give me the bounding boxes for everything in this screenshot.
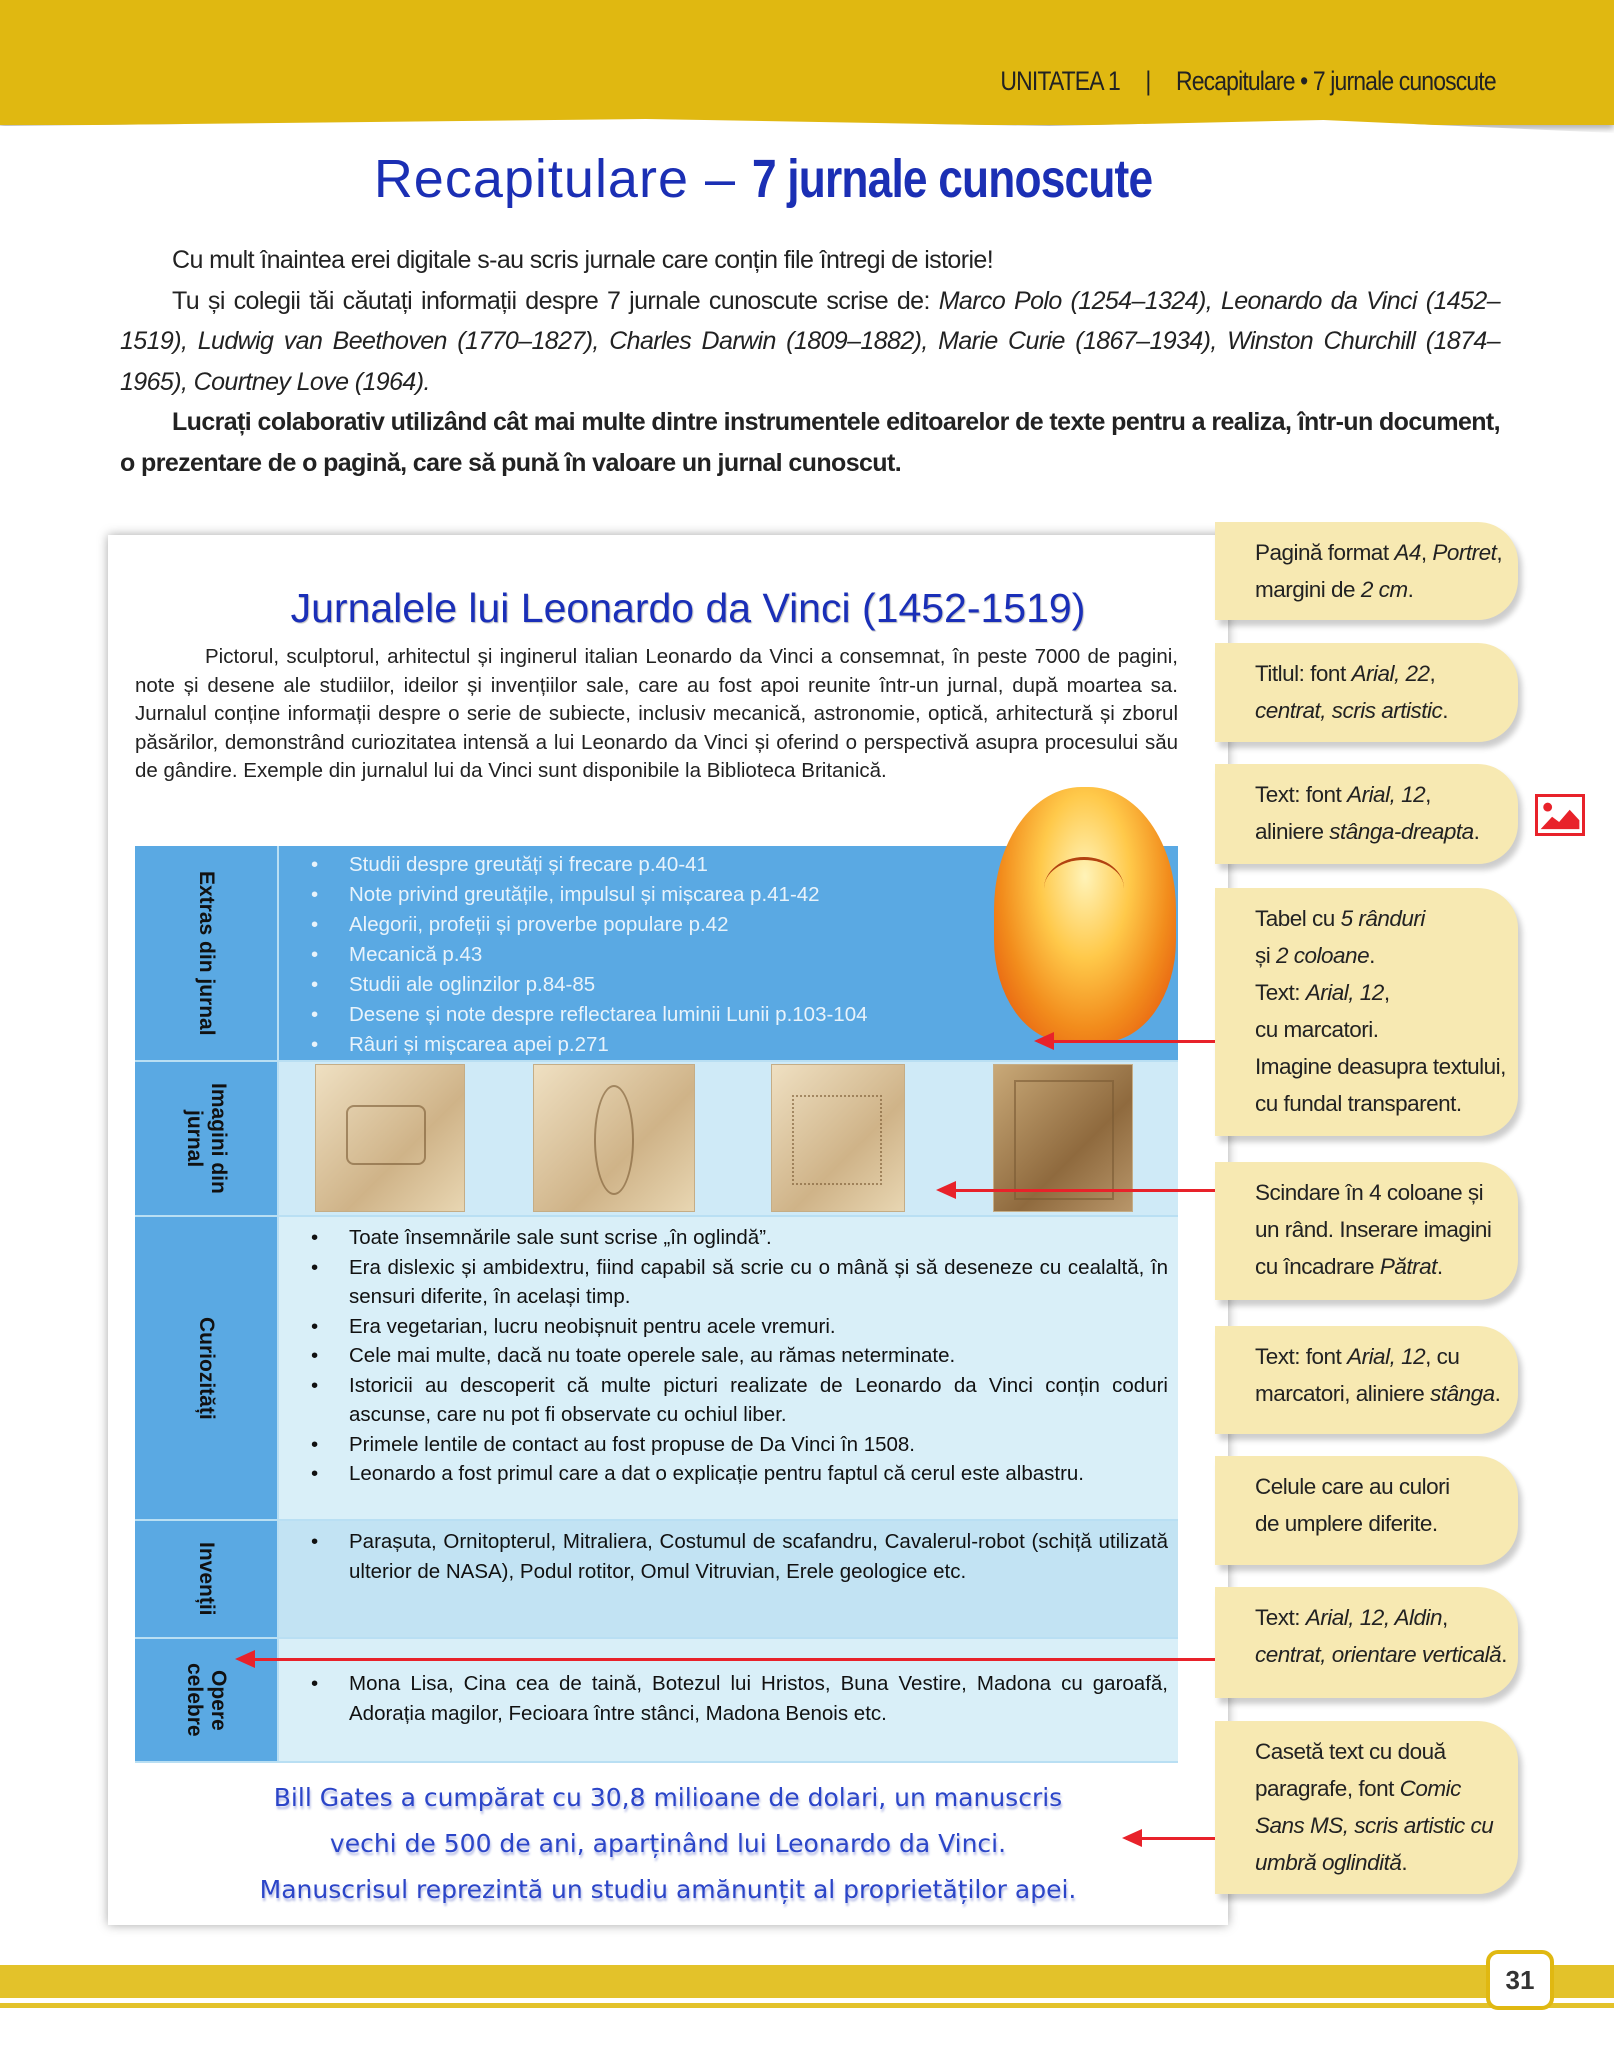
footer-band [0, 1965, 1614, 1998]
intro-text [120, 240, 1500, 483]
task-text: Lucrați colaborativ utilizând cât mai multe dintre instrumentele editoarelor de texte pentru a realiza, într-un document, o prezentare de o pagină, care să pună în valoare un jurnal cunoscut. [120, 408, 1500, 477]
caption-p1: Bill Gates a cumpărat cu 30,8 milioane de dolari, un manuscris vechi de 500 de ani, aparținând lui Leonardo da Vinci. [273, 1783, 1063, 1858]
callout-fill-colors: Celule care au culori de umplere diferite. [1215, 1456, 1518, 1565]
table-row [135, 1521, 1178, 1639]
intro-p2-lead: Tu și colegii tăi căutați informații despre 7 jurnale cunoscute scrise de: [172, 286, 939, 315]
callout-page-format: Pagină format A4, Portret, margini de 2 cm. [1215, 522, 1518, 620]
callout-text-format: Text: font Arial, 12, aliniere stânga-dreapta. [1215, 764, 1518, 864]
journal-sketch-image [315, 1064, 465, 1212]
row-content [279, 1521, 1178, 1639]
row-header [135, 1521, 279, 1639]
page-title [0, 148, 1614, 210]
list-item: • Studii ale oglinzilor p.84-85 [349, 970, 1168, 1000]
row-header-text: Curiozități [195, 1316, 218, 1420]
title-light: Recapitulare – [373, 149, 753, 209]
list-item: • Mona Lisa, Cina cea de taină, Botezul lui Hristos, Buna Vestire, Madona cu garoafă, Adorația magilor, Fecioara între stânci, Madona Benois etc. [349, 1669, 1168, 1728]
arrow-icon [1126, 1837, 1215, 1840]
list-item: • Studii despre greutăți și frecare p.40-41 [349, 850, 1168, 880]
journal-sketch-image [533, 1064, 695, 1212]
row-header [135, 1217, 279, 1521]
callout-title-format: Titlul: font Arial, 22, centrat, scris artistic. [1215, 643, 1518, 742]
list-item: • Leonardo a fost primul care a dat o explicație pentru faptul că cerul este albastru. [349, 1459, 1168, 1489]
list-item: • Alegorii, profeții și proverbe populare p.42 [349, 910, 1168, 940]
row-header-text: Imagini din jurnal [183, 1083, 230, 1194]
footer-line [0, 2003, 1614, 2008]
callout-bullets: Text: font Arial, 12, cu marcatori, aliniere stânga. [1215, 1326, 1518, 1434]
section-label: Recapitulare • 7 jurnale cunoscute [1176, 66, 1496, 96]
caption-p2: Manuscrisul reprezintă un studiu amănunțit al proprietăților apei. [259, 1875, 1077, 1904]
row-content [279, 1217, 1178, 1521]
bullet-list [279, 1521, 1178, 1586]
row-header [135, 1062, 279, 1217]
running-header [1001, 66, 1496, 97]
page-number: 31 [1486, 1950, 1554, 2010]
header-band [0, 0, 1614, 125]
leonardo-portrait-image [994, 787, 1176, 1042]
callout-table: Tabel cu 5 rânduri și 2 coloane. Text: Arial, 12, cu marcatori. Imagine deasupra textului, cu fundal transparent. [1215, 888, 1518, 1136]
list-item: • Parașuta, Ornitopterul, Mitraliera, Costumul de scafandru, Cavalerul-robot (schiță utilizată ulterior de NASA), Podul rotitor, Omul Vitruvian, Erele geologice etc. [349, 1527, 1168, 1586]
intro-p1: Cu mult înaintea erei digitale s-au scris jurnale care conțin file întregi de istorie! [172, 246, 994, 274]
callout-textbox: Casetă text cu două paragrafe, font Comic Sans MS, scris artistic cu umbră oglindită. [1215, 1721, 1518, 1894]
list-item: • Primele lentile de contact au fost propuse de Da Vinci în 1508. [349, 1430, 1168, 1460]
list-item: • Era vegetarian, lucru neobișnuit pentru acele vremuri. [349, 1312, 1168, 1342]
arrow-icon [1038, 1040, 1215, 1043]
image-icon [1535, 794, 1585, 836]
row-header-text: Invenții [195, 1542, 218, 1616]
list-item: • Desene și note despre reflectarea luminii Lunii p.103-104 [349, 1000, 1168, 1030]
intro-p2 [120, 281, 1500, 403]
list-item: • Era dislexic și ambidextru, fiind capabil să scrie cu o mână și să deseneze cu cealaltă, în sensuri diferite, în același timp. [349, 1253, 1168, 1312]
list-item: • Istoricii au descoperit că multe picturi realizate de Leonardo da Vinci conțin coduri ascunse, care nu pot fi observate cu ochiul liber. [349, 1371, 1168, 1430]
intro-p2-names: Marco Polo (1254–1324), Leonardo da Vinci (1452–1519), Ludwig van Beethoven (1770–1827), Charles Darwin (1809–1882), Marie Curie (1867–1934), Winston Churchill (1874–1965), Courtney Love (1964). [120, 286, 1500, 396]
row-header-text: Opere celebre [183, 1663, 230, 1737]
table-row [135, 1062, 1178, 1217]
arrow-icon [940, 1189, 1215, 1192]
journal-sketch-image [771, 1064, 905, 1212]
list-item: • Mecanică p.43 [349, 940, 1168, 970]
table-row [135, 1217, 1178, 1521]
list-item: • Cele mai multe, dacă nu toate operele sale, au rămas neterminate. [349, 1341, 1168, 1371]
row-header-text: Extras din jurnal [195, 870, 218, 1036]
doc-title: Jurnalele lui Leonardo da Vinci (1452-1519) [290, 585, 1086, 631]
document-example [108, 535, 1228, 1925]
header-separator: | [1145, 66, 1151, 96]
row-content [279, 1062, 1178, 1217]
unit-label: UNITATEA 1 [1000, 66, 1121, 96]
list-item: • Note privind greutățile, impulsul și mișcarea p.41-42 [349, 880, 1168, 910]
doc-paragraph: Pictorul, sculptorul, arhitectul și inginerul italian Leonardo da Vinci a consemnat, în peste 7000 de pagini, note și desene ale studiilor, ideilor și invențiilor sale, care au fost apoi reunite într-un jurnal, după moartea sa. Jurnalul conține informații despre o serie de subiecte, inclusiv mecanică, astronomie, optică, arhitectură și zborul păsărilor, demonstrând curiozitatea intensă a lui Leonardo da Vinci și oferind o perspectivă asupra procesului său de gândire. Exemple din jurnalul lui da Vinci sunt disponibile la Biblioteca Britanică. [135, 645, 1178, 782]
callout-vertical-text: Text: Arial, 12, Aldin, centrat, orientare verticală. [1215, 1587, 1518, 1698]
title-bold: 7 jurnale cunoscute [752, 149, 1153, 209]
bullet-list [279, 1217, 1178, 1489]
list-item: • Toate însemnările sale sunt scrise „în oglindă”. [349, 1223, 1168, 1253]
bullet-list [279, 1639, 1178, 1728]
arrow-icon [239, 1658, 1215, 1661]
row-header [135, 846, 279, 1062]
caption-textbox [108, 1775, 1228, 1913]
list-item: • Râuri și mișcarea apei p.271 [349, 1030, 1168, 1060]
callout-columns: Scindare în 4 coloane și un rând. Inserare imagini cu încadrare Pătrat. [1215, 1162, 1518, 1300]
